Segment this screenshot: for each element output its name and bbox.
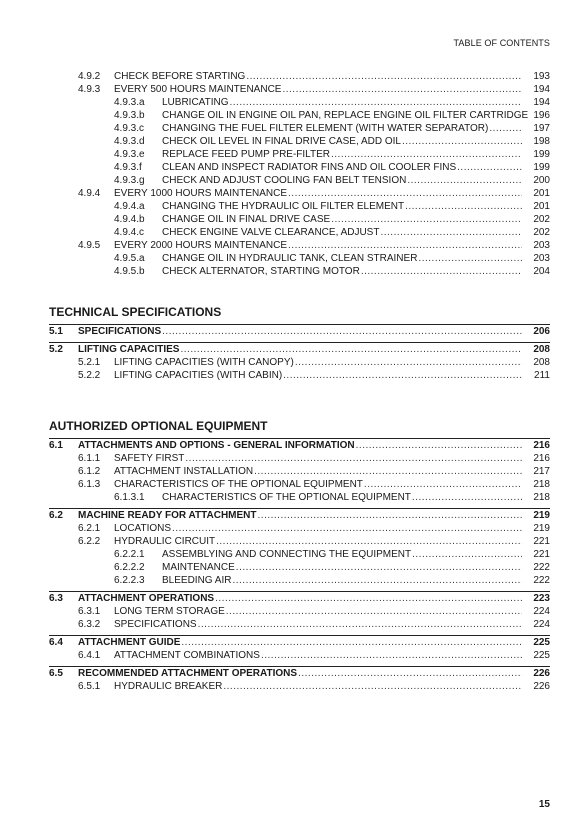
toc-entry-title-wrap bbox=[162, 265, 522, 278]
toc-entry-number: 4.9.3.f bbox=[114, 162, 142, 173]
toc-entry[interactable] bbox=[0, 148, 586, 161]
toc-entry[interactable] bbox=[0, 239, 586, 252]
toc-entry-page: 203 bbox=[533, 240, 550, 251]
toc-entry-title: EVERY 500 HOURS MAINTENANCE bbox=[114, 84, 282, 95]
dot-leader bbox=[412, 491, 522, 504]
toc-entry-page: 196 bbox=[533, 110, 550, 121]
toc-entry[interactable] bbox=[0, 187, 586, 200]
toc-entry-number: 6.5 bbox=[49, 668, 63, 679]
toc-entry-title-wrap bbox=[114, 478, 522, 491]
toc-entry-title-wrap bbox=[114, 680, 522, 693]
toc-entry-title-wrap bbox=[78, 592, 522, 605]
toc-entry-title-wrap bbox=[162, 148, 522, 161]
toc-entry-number: 4.9.3.a bbox=[114, 97, 145, 108]
toc-entry-page: 218 bbox=[533, 492, 550, 503]
toc-entry-number: 4.9.4.b bbox=[114, 214, 145, 225]
toc-entry-title-wrap bbox=[114, 522, 522, 535]
dot-leader bbox=[298, 667, 522, 680]
toc-entry-title-wrap bbox=[162, 174, 522, 187]
toc-section-entry[interactable] bbox=[49, 324, 550, 338]
toc-entry-page: 198 bbox=[533, 136, 550, 147]
toc-entry-title-wrap bbox=[114, 369, 522, 382]
dot-leader bbox=[216, 535, 522, 548]
toc-entry-number: 4.9.3.c bbox=[114, 123, 145, 134]
toc-entry-number: 5.1 bbox=[49, 326, 63, 337]
toc-entry-number: 6.1.2 bbox=[78, 466, 101, 477]
toc-entry-title-wrap bbox=[114, 618, 522, 631]
toc-entry-title: ATTACHMENT GUIDE bbox=[78, 637, 181, 648]
toc-entry-page: 202 bbox=[533, 227, 550, 238]
dot-leader bbox=[288, 239, 522, 252]
toc-entry-number: 4.9.4.c bbox=[114, 227, 145, 238]
toc-entry-title-wrap bbox=[114, 452, 522, 465]
toc-entry-page: 219 bbox=[533, 523, 550, 534]
section-title-authorized-optional-equipment: AUTHORIZED OPTIONAL EQUIPMENT bbox=[49, 419, 268, 433]
toc-entry-title: RECOMMENDED ATTACHMENT OPERATIONS bbox=[78, 668, 298, 679]
dot-leader bbox=[356, 439, 522, 452]
toc-entry[interactable] bbox=[0, 174, 586, 187]
toc-entry-number: 6.4.1 bbox=[78, 650, 101, 661]
toc-entry-number: 4.9.2 bbox=[78, 71, 101, 82]
toc-entry-title: SPECIFICATIONS bbox=[114, 619, 197, 630]
toc-entry[interactable] bbox=[0, 213, 586, 226]
toc-section-entry[interactable] bbox=[49, 635, 550, 649]
toc-entry-title-wrap bbox=[114, 649, 522, 662]
toc-entry-number: 5.2.1 bbox=[78, 357, 101, 368]
toc-entry[interactable] bbox=[0, 226, 586, 239]
toc-entry-number: 6.2.2.1 bbox=[114, 549, 145, 560]
toc-entry-title-wrap bbox=[162, 561, 522, 574]
toc-section-entry[interactable] bbox=[49, 438, 550, 452]
dot-leader bbox=[172, 522, 522, 535]
toc-entry[interactable] bbox=[0, 680, 586, 693]
toc-entry-number: 6.1.3 bbox=[78, 479, 101, 490]
toc-entry-page: 200 bbox=[533, 175, 550, 186]
toc-entry-title: CHANGE OIL IN HYDRAULIC TANK, CLEAN STRAINER bbox=[162, 253, 418, 264]
toc-entry[interactable] bbox=[0, 465, 586, 478]
section-title-technical-specifications: TECHNICAL SPECIFICATIONS bbox=[49, 305, 222, 319]
toc-entry-title-wrap bbox=[78, 636, 522, 649]
dot-leader bbox=[181, 636, 522, 649]
dot-leader bbox=[246, 70, 522, 83]
toc-entry-title: CHANGE OIL IN FINAL DRIVE CASE bbox=[162, 214, 331, 225]
toc-entry[interactable] bbox=[0, 265, 586, 278]
toc-entry[interactable] bbox=[0, 561, 586, 574]
toc-entry-title-wrap bbox=[78, 325, 522, 338]
toc-entry-number: 6.3.1 bbox=[78, 606, 101, 617]
toc-entry-title-wrap bbox=[162, 226, 522, 239]
dot-leader bbox=[258, 509, 522, 522]
dot-leader bbox=[412, 548, 522, 561]
toc-entry-title-wrap bbox=[162, 135, 522, 148]
toc-entry-page: 221 bbox=[533, 536, 550, 547]
toc-entry-title: CHANGING THE FUEL FILTER ELEMENT (WITH WATER SEPARATOR) bbox=[162, 123, 489, 134]
toc-entry[interactable] bbox=[0, 605, 586, 618]
toc-entry[interactable] bbox=[0, 161, 586, 174]
toc-entry-title: SAFETY FIRST bbox=[114, 453, 185, 464]
toc-entry-number: 6.2.1 bbox=[78, 523, 101, 534]
dot-leader bbox=[236, 561, 522, 574]
toc-entry-number: 6.2 bbox=[49, 510, 63, 521]
toc-entry-title-wrap bbox=[114, 535, 522, 548]
toc-section-entry[interactable] bbox=[49, 591, 550, 605]
toc-entry-title: CHECK OIL LEVEL IN FINAL DRIVE CASE, ADD OIL bbox=[162, 136, 401, 147]
toc-entry-title: ATTACHMENTS AND OPTIONS - GENERAL INFORMATION bbox=[78, 440, 355, 451]
dot-leader bbox=[288, 187, 522, 200]
toc-entry-title: BLEEDING AIR bbox=[162, 575, 232, 586]
toc-entry[interactable] bbox=[0, 109, 586, 122]
toc-entry-page: 193 bbox=[533, 71, 550, 82]
toc-entry[interactable] bbox=[0, 478, 586, 491]
toc-entry-title: LONG TERM STORAGE bbox=[114, 606, 225, 617]
toc-entry-page: 208 bbox=[533, 357, 550, 368]
toc-entry-page: 199 bbox=[533, 162, 550, 173]
dot-leader bbox=[230, 96, 523, 109]
toc-entry-title-wrap bbox=[114, 356, 522, 369]
toc-entry-title: CHARACTERISTICS OF THE OPTIONAL EQUIPMENT bbox=[162, 492, 411, 503]
toc-entry-page: 203 bbox=[533, 253, 550, 264]
toc-entry-number: 6.1 bbox=[49, 440, 63, 451]
toc-entry-title: LOCATIONS bbox=[114, 523, 172, 534]
toc-entry-page: 197 bbox=[533, 123, 550, 134]
toc-entry-number: 6.2.2.3 bbox=[114, 575, 145, 586]
toc-entry-title: EVERY 1000 HOURS MAINTENANCE bbox=[114, 188, 288, 199]
toc-entry-number: 5.2 bbox=[49, 344, 63, 355]
toc-entry-page: 224 bbox=[533, 606, 550, 617]
toc-entry-number: 4.9.3.e bbox=[114, 149, 145, 160]
toc-entry-title-wrap bbox=[78, 439, 522, 452]
toc-entry-title: CLEAN AND INSPECT RADIATOR FINS AND OIL COOLER FINS bbox=[162, 162, 457, 173]
toc-entry[interactable] bbox=[0, 535, 586, 548]
toc-entry-number: 6.5.1 bbox=[78, 681, 101, 692]
toc-entry-page: 222 bbox=[533, 575, 550, 586]
toc-entry-title: CHANGE OIL IN ENGINE OIL PAN, REPLACE ENGINE OIL FILTER CARTRIDGE bbox=[162, 110, 529, 121]
dot-leader bbox=[331, 148, 522, 161]
toc-entry-number: 6.3 bbox=[49, 593, 63, 604]
toc-entry-number: 6.4 bbox=[49, 637, 63, 648]
toc-entry[interactable] bbox=[0, 574, 586, 587]
toc-entry-number: 6.2.2.2 bbox=[114, 562, 145, 573]
dot-leader bbox=[282, 83, 522, 96]
toc-group-technical-specifications bbox=[0, 324, 586, 382]
dot-leader bbox=[232, 574, 522, 587]
toc-entry-title-wrap bbox=[78, 343, 522, 356]
toc-entry[interactable] bbox=[0, 522, 586, 535]
toc-entry-title-wrap bbox=[162, 161, 522, 174]
toc-entry-title: MACHINE READY FOR ATTACHMENT bbox=[78, 510, 257, 521]
dot-leader bbox=[185, 452, 522, 465]
toc-entry[interactable] bbox=[0, 70, 586, 83]
toc-entry-title: CHECK AND ADJUST COOLING FAN BELT TENSION bbox=[162, 175, 407, 186]
toc-entry[interactable] bbox=[0, 135, 586, 148]
toc-entry-title: ASSEMBLYING AND CONNECTING THE EQUIPMENT bbox=[162, 549, 412, 560]
toc-entry-title: ATTACHMENT INSTALLATION bbox=[114, 466, 254, 477]
toc-entry-page: 216 bbox=[533, 453, 550, 464]
toc-group-maintenance bbox=[0, 70, 586, 278]
toc-entry-number: 5.2.2 bbox=[78, 370, 101, 381]
toc-entry-title-wrap bbox=[162, 109, 529, 122]
toc-entry-title-wrap bbox=[78, 509, 522, 522]
toc-entry-title-wrap bbox=[162, 96, 522, 109]
dot-leader bbox=[295, 356, 522, 369]
toc-entry-title: EVERY 2000 HOURS MAINTENANCE bbox=[114, 240, 288, 251]
toc-entry[interactable] bbox=[0, 356, 586, 369]
dot-leader bbox=[405, 200, 522, 213]
dot-leader bbox=[331, 213, 522, 226]
dot-leader bbox=[226, 605, 522, 618]
toc-entry-title: SPECIFICATIONS bbox=[78, 326, 162, 337]
toc-entry-number: 4.9.5.b bbox=[114, 266, 145, 277]
toc-entry-page: 219 bbox=[533, 510, 550, 521]
toc-entry[interactable] bbox=[0, 200, 586, 213]
toc-entry-title-wrap bbox=[114, 605, 522, 618]
toc-entry-title: MAINTENANCE bbox=[162, 562, 235, 573]
toc-entry[interactable] bbox=[0, 83, 586, 96]
dot-leader bbox=[489, 122, 522, 135]
toc-entry-title: CHECK ENGINE VALVE CLEARANCE, ADJUST bbox=[162, 227, 380, 238]
toc-entry-number: 4.9.3 bbox=[78, 84, 101, 95]
toc-entry-title-wrap bbox=[114, 465, 522, 478]
toc-entry-page: 217 bbox=[533, 466, 550, 477]
toc-entry-number: 6.2.2 bbox=[78, 536, 101, 547]
toc-entry-page: 221 bbox=[533, 549, 550, 560]
dot-leader bbox=[254, 465, 522, 478]
toc-entry-number: 4.9.4 bbox=[78, 188, 101, 199]
toc-entry-title-wrap bbox=[114, 187, 522, 200]
toc-section-entry[interactable] bbox=[49, 342, 550, 356]
dot-leader bbox=[457, 161, 522, 174]
toc-entry-title-wrap bbox=[162, 491, 522, 504]
toc-entry[interactable] bbox=[0, 252, 586, 265]
toc-entry[interactable] bbox=[0, 548, 586, 561]
dot-leader bbox=[361, 265, 522, 278]
toc-entry-title-wrap bbox=[114, 83, 522, 96]
toc-entry-title: LIFTING CAPACITIES (WITH CABIN) bbox=[114, 370, 283, 381]
toc-entry-page: 194 bbox=[533, 97, 550, 108]
toc-entry-page: 208 bbox=[533, 344, 550, 355]
dot-leader bbox=[180, 343, 522, 356]
toc-entry-title-wrap bbox=[114, 239, 522, 252]
toc-entry-title: LIFTING CAPACITIES (WITH CANOPY) bbox=[114, 357, 294, 368]
dot-leader bbox=[198, 618, 522, 631]
toc-entry[interactable] bbox=[0, 491, 586, 504]
toc-entry-page: 194 bbox=[533, 84, 550, 95]
toc-entry-page: 226 bbox=[533, 681, 550, 692]
toc-entry-page: 199 bbox=[533, 149, 550, 160]
toc-entry-title: HYDRAULIC BREAKER bbox=[114, 681, 223, 692]
toc-entry[interactable] bbox=[0, 369, 586, 382]
toc-entry-title-wrap bbox=[78, 667, 522, 680]
toc-entry-page: 222 bbox=[533, 562, 550, 573]
toc-entry-number: 4.9.4.a bbox=[114, 201, 145, 212]
toc-entry-page: 225 bbox=[533, 637, 550, 648]
toc-group-optional-equipment bbox=[0, 438, 586, 693]
toc-entry-title: LUBRICATING bbox=[162, 97, 229, 108]
toc-entry-number: 4.9.3.b bbox=[114, 110, 145, 121]
toc-entry-page: 201 bbox=[533, 188, 550, 199]
page-number: 15 bbox=[538, 799, 550, 810]
toc-entry-page: 204 bbox=[533, 266, 550, 277]
toc-entry[interactable] bbox=[0, 452, 586, 465]
dot-leader bbox=[261, 649, 522, 662]
toc-entry-title: REPLACE FEED PUMP PRE-FILTER bbox=[162, 149, 330, 160]
toc-entry-page: 202 bbox=[533, 214, 550, 225]
toc-entry-title: CHANGING THE HYDRAULIC OIL FILTER ELEMENT bbox=[162, 201, 405, 212]
toc-entry-page: 201 bbox=[533, 201, 550, 212]
dot-leader bbox=[402, 135, 522, 148]
toc-entry-title: ATTACHMENT OPERATIONS bbox=[78, 593, 215, 604]
toc-entry-title-wrap bbox=[162, 122, 522, 135]
dot-leader bbox=[223, 680, 522, 693]
toc-entry-page: 223 bbox=[533, 593, 550, 604]
toc-entry[interactable] bbox=[0, 96, 586, 109]
dot-leader bbox=[215, 592, 522, 605]
toc-entry-title: CHECK ALTERNATOR, STARTING MOTOR bbox=[162, 266, 360, 277]
toc-entry-number: 4.9.5.a bbox=[114, 253, 145, 264]
toc-entry-title-wrap bbox=[162, 574, 522, 587]
dot-leader bbox=[407, 174, 522, 187]
toc-entry-page: 226 bbox=[533, 668, 550, 679]
toc-entry-title: CHARACTERISTICS OF THE OPTIONAL EQUIPMENT bbox=[114, 479, 363, 490]
running-header: TABLE OF CONTENTS bbox=[453, 38, 550, 48]
toc-entry-number: 4.9.3.g bbox=[114, 175, 145, 186]
toc-section-entry[interactable] bbox=[49, 666, 550, 680]
dot-leader bbox=[364, 478, 522, 491]
dot-leader bbox=[418, 252, 522, 265]
toc-entry-number: 6.1.1 bbox=[78, 453, 101, 464]
toc-entry-title-wrap bbox=[114, 70, 522, 83]
toc-entry-page: 216 bbox=[533, 440, 550, 451]
toc-entry[interactable] bbox=[0, 649, 586, 662]
toc-entry-page: 218 bbox=[533, 479, 550, 490]
toc-entry-number: 6.1.3.1 bbox=[114, 492, 145, 503]
toc-entry-title: CHECK BEFORE STARTING bbox=[114, 71, 246, 82]
toc-entry-number: 4.9.5 bbox=[78, 240, 101, 251]
toc-entry-title-wrap bbox=[162, 252, 522, 265]
toc-entry-title: ATTACHMENT COMBINATIONS bbox=[114, 650, 260, 661]
toc-entry-title-wrap bbox=[162, 548, 522, 561]
toc-entry-page: 225 bbox=[533, 650, 550, 661]
dot-leader bbox=[380, 226, 522, 239]
toc-entry-page: 224 bbox=[533, 619, 550, 630]
toc-entry-number: 4.9.3.d bbox=[114, 136, 145, 147]
toc-entry[interactable] bbox=[0, 618, 586, 631]
toc-entry-page: 211 bbox=[534, 370, 550, 381]
toc-section-entry[interactable] bbox=[49, 508, 550, 522]
toc-entry-title: LIFTING CAPACITIES bbox=[78, 344, 180, 355]
dot-leader bbox=[162, 325, 522, 338]
toc-entry-title: HYDRAULIC CIRCUIT bbox=[114, 536, 216, 547]
toc-entry-page: 206 bbox=[533, 326, 550, 337]
toc-entry[interactable] bbox=[0, 122, 586, 135]
toc-entry-title-wrap bbox=[162, 200, 522, 213]
toc-entry-number: 6.3.2 bbox=[78, 619, 101, 630]
dot-leader bbox=[283, 369, 522, 382]
toc-entry-title-wrap bbox=[162, 213, 522, 226]
